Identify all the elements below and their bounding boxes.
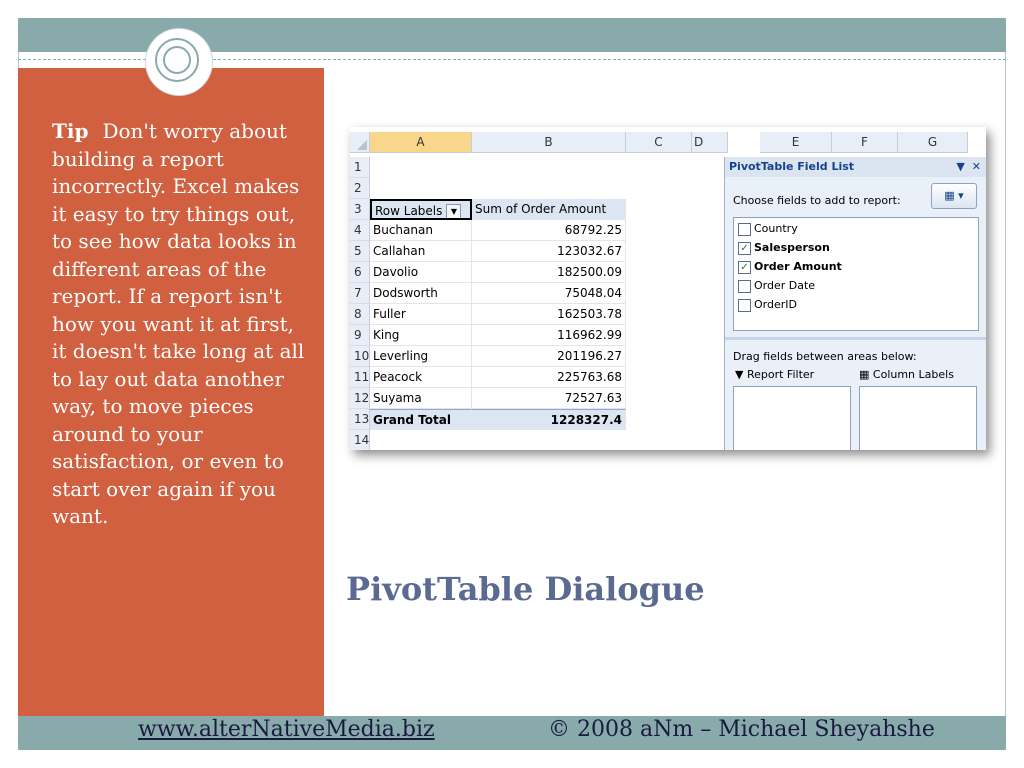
- ring-ornament-icon: [146, 29, 212, 95]
- value-cell[interactable]: 162503.78: [472, 304, 626, 325]
- row-number[interactable]: 1: [350, 157, 370, 178]
- layout-options-button[interactable]: ▦ ▾: [931, 183, 977, 209]
- panel-controls[interactable]: ▼ ✕: [956, 160, 981, 173]
- row-number[interactable]: 2: [350, 178, 370, 199]
- row-number[interactable]: 10: [350, 346, 370, 367]
- row-number[interactable]: 7: [350, 283, 370, 304]
- row-number[interactable]: 3: [350, 199, 370, 220]
- column-header-d[interactable]: D: [692, 132, 728, 153]
- column-header-c[interactable]: C: [626, 132, 692, 153]
- value-cell[interactable]: 182500.09: [472, 262, 626, 283]
- field-order-date[interactable]: Order Date: [738, 279, 815, 293]
- value-cell[interactable]: 72527.63: [472, 388, 626, 409]
- field-orderid[interactable]: OrderID: [738, 298, 797, 312]
- row-labels-header[interactable]: Row Labels ▼: [370, 199, 472, 220]
- field-salesperson[interactable]: ✓ Salesperson: [738, 241, 830, 255]
- row-label-cell[interactable]: Peacock: [370, 367, 472, 388]
- value-cell[interactable]: 123032.67: [472, 241, 626, 262]
- checkbox-checked-icon[interactable]: ✓: [738, 261, 751, 274]
- row-number[interactable]: 11: [350, 367, 370, 388]
- row-number[interactable]: 8: [350, 304, 370, 325]
- row-label-cell[interactable]: Dodsworth: [370, 283, 472, 304]
- drag-fields-label: Drag fields between areas below:: [733, 350, 917, 363]
- row-number[interactable]: 12: [350, 388, 370, 409]
- column-labels-label: ▦ Column Labels: [859, 368, 954, 381]
- excel-screenshot: [350, 127, 986, 450]
- column-labels-drop-area[interactable]: [859, 386, 977, 450]
- checkbox-checked-icon[interactable]: ✓: [738, 242, 751, 255]
- row-label-cell[interactable]: Suyama: [370, 388, 472, 409]
- panel-separator: [725, 337, 986, 340]
- checkbox-icon[interactable]: [738, 223, 751, 236]
- row-number[interactable]: 4: [350, 220, 370, 241]
- column-header-b[interactable]: B: [472, 132, 626, 153]
- row-number[interactable]: 14: [350, 430, 370, 450]
- grand-total-label[interactable]: Grand Total: [370, 409, 472, 430]
- row-number[interactable]: 6: [350, 262, 370, 283]
- checkbox-icon[interactable]: [738, 299, 751, 312]
- value-cell[interactable]: 116962.99: [472, 325, 626, 346]
- pivot-field-list-panel: [724, 157, 986, 450]
- row-label-cell[interactable]: Buchanan: [370, 220, 472, 241]
- filter-icon: ▼: [735, 368, 744, 381]
- row-number[interactable]: 13: [350, 409, 370, 430]
- row-label-cell[interactable]: Leverling: [370, 346, 472, 367]
- field-list-box: [733, 217, 979, 331]
- row-label-cell[interactable]: Callahan: [370, 241, 472, 262]
- row-number[interactable]: 9: [350, 325, 370, 346]
- panel-title: PivotTable Field List: [725, 157, 986, 177]
- value-cell[interactable]: 68792.25: [472, 220, 626, 241]
- slide-title: PivotTable Dialogue: [346, 570, 705, 608]
- value-cell[interactable]: 201196.27: [472, 346, 626, 367]
- footer-copyright: © 2008 aNm – Michael Sheyahshe: [548, 717, 935, 742]
- choose-fields-label: Choose fields to add to report:: [733, 194, 901, 207]
- row-label-cell[interactable]: King: [370, 325, 472, 346]
- column-header-g[interactable]: G: [898, 132, 968, 153]
- checkbox-icon[interactable]: [738, 280, 751, 293]
- sum-header[interactable]: Sum of Order Amount: [472, 199, 626, 220]
- value-cell[interactable]: 225763.68: [472, 367, 626, 388]
- row-label-cell[interactable]: Davolio: [370, 262, 472, 283]
- row-label-cell[interactable]: Fuller: [370, 304, 472, 325]
- value-cell[interactable]: 75048.04: [472, 283, 626, 304]
- field-country[interactable]: Country: [738, 222, 798, 236]
- field-order-amount[interactable]: ✓ Order Amount: [738, 260, 842, 274]
- tip-sidebar: [18, 68, 324, 716]
- report-filter-label: ▼ Report Filter: [735, 368, 815, 381]
- column-header-f[interactable]: F: [832, 132, 898, 153]
- grand-total-value[interactable]: 1228327.4: [472, 409, 626, 430]
- tip-text-block: [52, 118, 312, 531]
- tip-label: Tip: [52, 119, 89, 143]
- column-header-a[interactable]: A: [370, 132, 472, 153]
- select-all-corner[interactable]: [350, 132, 370, 153]
- footer-website-link[interactable]: www.alterNativeMedia.biz: [138, 717, 435, 742]
- grid-icon: ▦: [859, 368, 870, 381]
- column-header-e[interactable]: E: [760, 132, 832, 153]
- report-filter-drop-area[interactable]: [733, 386, 851, 450]
- filter-dropdown-icon[interactable]: ▼: [446, 204, 461, 219]
- tip-body: Don't worry about building a report incorrectly. Excel makes it easy to try things out, to see how data looks in different areas of the report. If a report isn't how you want it at first, it doesn't take long at all to lay out data another way, to move pieces around to your satisfaction, or even to start over again if you want.: [52, 119, 305, 528]
- row-number[interactable]: 5: [350, 241, 370, 262]
